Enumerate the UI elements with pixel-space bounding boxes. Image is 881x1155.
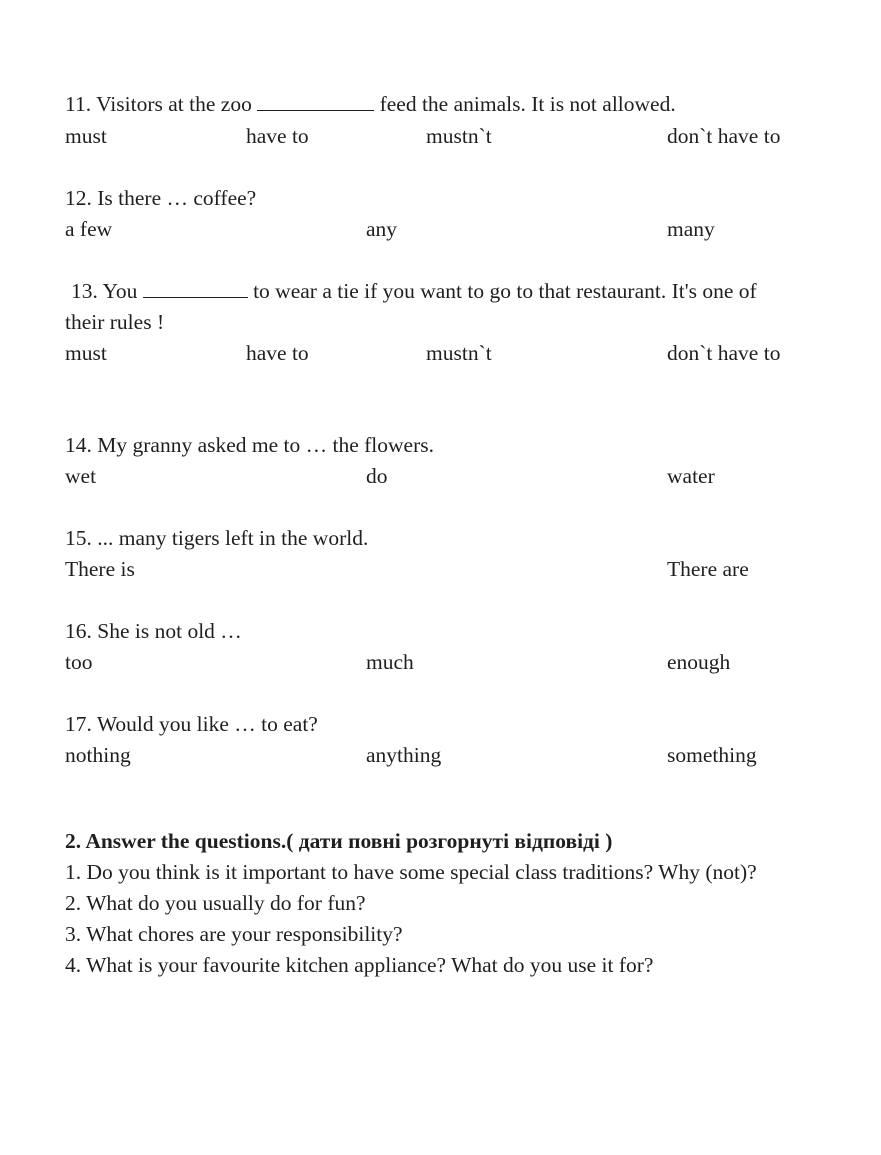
option-must[interactable]: must (65, 124, 107, 148)
question-11-text-before: 11. Visitors at the zoo (65, 92, 252, 116)
question-13-text-before: 13. You (71, 279, 138, 303)
open-question-4: 4. What is your favourite kitchen appliance? What do you use it for? (65, 953, 654, 977)
question-11-text-after: feed the animals. It is not allowed. (379, 92, 676, 116)
option-must[interactable]: must (65, 341, 107, 365)
option-have-to[interactable]: have to (246, 341, 309, 365)
option-a-few[interactable]: a few (65, 217, 113, 241)
option-anything[interactable]: anything (366, 743, 442, 767)
option-dont-have-to[interactable]: don`t have to (667, 124, 781, 148)
question-13 (71, 278, 757, 304)
open-question-2: 2. What do you usually do for fun? (65, 891, 366, 915)
question-15: 15. ... many tigers left in the world. (65, 526, 369, 550)
option-enough[interactable]: enough (667, 650, 731, 674)
option-mustnt[interactable]: mustn`t (426, 124, 492, 148)
question-13-line-2: their rules ! (65, 310, 165, 334)
question-16: 16. She is not old … (65, 619, 242, 643)
option-nothing[interactable]: nothing (65, 743, 131, 767)
option-there-is[interactable]: There is (65, 557, 135, 581)
question-12: 12. Is there … coffee? (65, 186, 257, 210)
option-water[interactable]: water (667, 464, 715, 488)
question-17: 17. Would you like … to eat? (65, 712, 318, 736)
option-too[interactable]: too (65, 650, 93, 674)
option-mustnt[interactable]: mustn`t (426, 341, 492, 365)
option-do[interactable]: do (366, 464, 388, 488)
answer-blank[interactable] (257, 92, 374, 111)
answer-blank[interactable] (143, 279, 248, 298)
option-much[interactable]: much (366, 650, 414, 674)
option-dont-have-to[interactable]: don`t have to (667, 341, 781, 365)
open-question-1: 1. Do you think is it important to have some special class traditions? Why (not)? (65, 860, 757, 884)
option-wet[interactable]: wet (65, 464, 97, 488)
open-question-3: 3. What chores are your responsibility? (65, 922, 403, 946)
section-2-heading: 2. Answer the questions.( дати повні розгорнуті відповіді ) (65, 829, 613, 853)
question-13-text-after: to wear a tie if you want to go to that restaurant. It's one of (253, 279, 757, 303)
option-something[interactable]: something (667, 743, 757, 767)
option-have-to[interactable]: have to (246, 124, 309, 148)
option-there-are[interactable]: There are (667, 557, 749, 581)
question-11 (65, 91, 676, 117)
option-any[interactable]: any (366, 217, 398, 241)
option-many[interactable]: many (667, 217, 715, 241)
question-14: 14. My granny asked me to … the flowers. (65, 433, 435, 457)
